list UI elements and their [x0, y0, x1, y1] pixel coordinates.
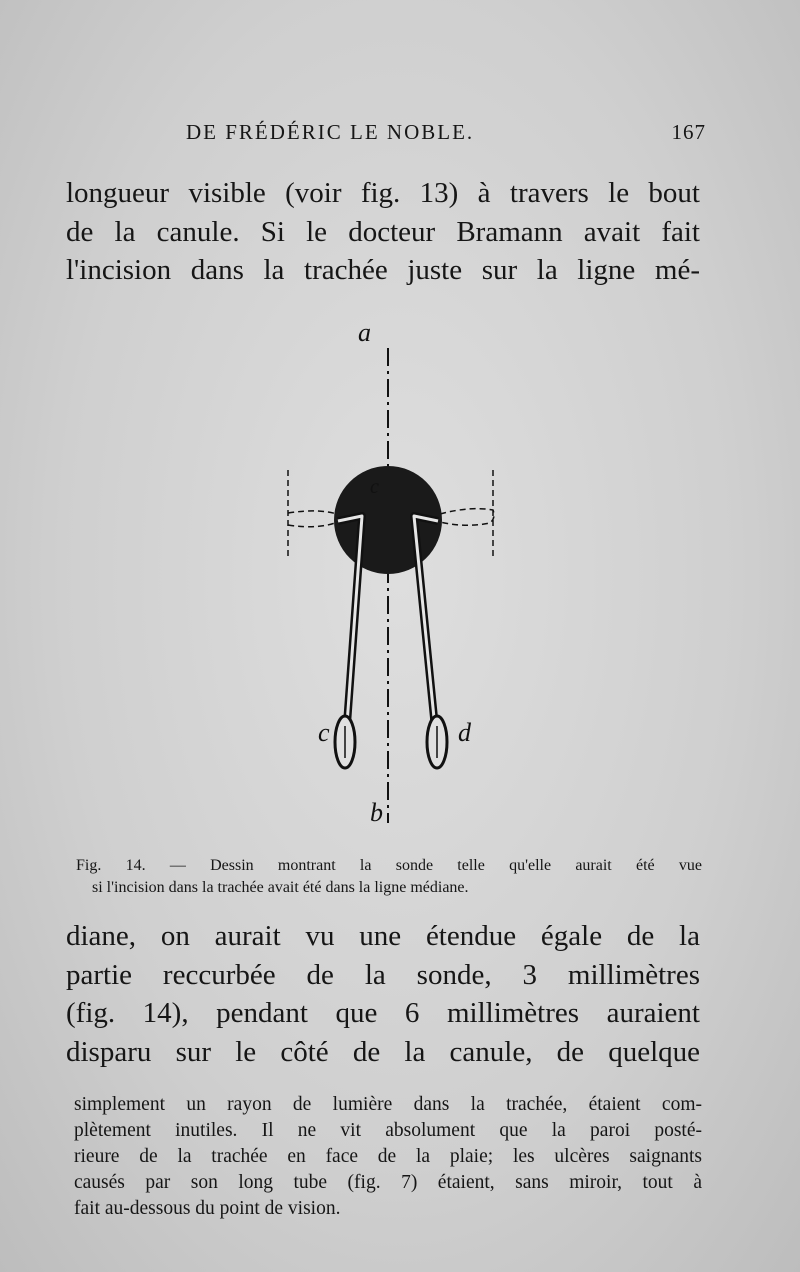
- running-title: DE FRÉDÉRIC LE NOBLE.: [186, 120, 475, 144]
- caption-line: si l'incision dans la trachée avait été dans la ligne médiane.: [92, 879, 469, 896]
- text-line: l'incision dans la trachée juste sur la ligne mé-: [66, 254, 700, 286]
- figure-caption: [76, 855, 702, 899]
- caption-line: Fig. 14. — Dessin montrant la sonde telle qu'elle aurait été vue: [76, 857, 702, 874]
- footnote-line: plètement inutiles. Il ne vit absolument que la paroi posté-: [74, 1120, 702, 1141]
- figure-label-c-center: c: [370, 476, 379, 498]
- footnote: [74, 1092, 702, 1222]
- footnote-line: causés par son long tube (fig. 7) étaient, sans miroir, tout à: [74, 1172, 702, 1193]
- footnote-line: rieure de la trachée en face de la plaie; les ulcères saignants: [74, 1146, 702, 1167]
- page-header: [186, 120, 706, 152]
- left-horizontal-guide: [288, 511, 340, 515]
- page-number: 167: [671, 120, 706, 144]
- figure-14: [250, 318, 550, 848]
- left-horizontal-guide-lower: [288, 521, 340, 527]
- cannula-probe-drawing: [250, 318, 550, 848]
- right-horizontal-guide: [440, 509, 494, 526]
- figure-label-b: b: [370, 798, 383, 827]
- footnote-line: simplement un rayon de lumière dans la trachée, étaient com-: [74, 1094, 702, 1115]
- figure-label-c: c: [318, 718, 330, 747]
- figure-label-d: d: [458, 718, 471, 747]
- text-line: de la canule. Si le docteur Bramann avait fait: [66, 215, 700, 248]
- figure-label-a: a: [358, 318, 371, 347]
- body-paragraph-top: [66, 174, 700, 290]
- text-line: partie reccurbée de la sonde, 3 millimètres: [66, 958, 700, 991]
- text-line: diane, on aurait vu une étendue égale de la: [66, 920, 700, 952]
- text-line: disparu sur le côté de la canule, de quelque: [66, 1035, 700, 1068]
- body-paragraph-mid: [66, 917, 700, 1071]
- footnote-line: fait au-dessous du point de vision.: [74, 1198, 341, 1219]
- text-line: (fig. 14), pendant que 6 millimètres auraient: [66, 997, 700, 1029]
- text-line: longueur visible (voir fig. 13) à travers le bout: [66, 177, 700, 209]
